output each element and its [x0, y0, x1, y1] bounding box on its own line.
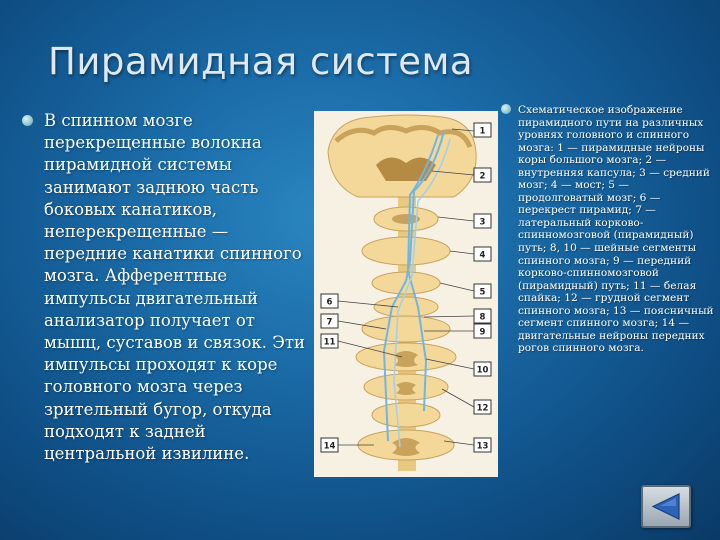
label-1	[474, 123, 491, 137]
previous-slide-icon	[647, 491, 685, 522]
svg-text:1: 1	[479, 126, 486, 137]
figure-caption: Схематическое изображение пирамидного пути на различных уровнях головного и спинного мозга: 1 — пирамидные нейроны коры большого мозга; 2 — внутренняя капсула; 3 — средний мозг; 4 — мост; 5 — продолговатый мозг; 6 — перекрест пирамид; 7 — латеральный корково-спинномозговой (пирамидный) путь; 8, 10 — шейные сегменты спинного мозга; 9 — передний корково-спинномозговой (пирамидный) путь; 11 — белая спайка; 12 — грудной сегмент спинного мозга; 13 — поясничный сегмент спинного мозга; 14 — двигательные нейроны передних рогов спинного мозга.	[518, 104, 714, 355]
label-7	[321, 314, 338, 328]
svg-text:3: 3	[479, 217, 486, 228]
svg-text:10: 10	[476, 365, 489, 376]
label-11	[321, 334, 338, 348]
svg-text:4: 4	[479, 250, 486, 261]
label-14	[321, 438, 338, 452]
svg-text:13: 13	[476, 441, 489, 452]
pyramidal-tract-svg	[314, 111, 498, 477]
svg-text:14: 14	[323, 441, 336, 452]
svg-text:9: 9	[479, 327, 486, 338]
svg-text:7: 7	[326, 317, 333, 328]
label-8	[474, 309, 491, 323]
label-13	[474, 438, 491, 452]
left-bullet-text: В спинном мозге перекрещенные волокна пирамидной системы занимают заднюю часть боковых канатиков, неперекрещенные — передние канатики спинного мозга. Афферентные импульсы двигательный анализатор получает от мышц, суставов и связок. Эти импульсы проходят к коре головного мозга через зрительный бугор, откуда подходят к задней центральной извилине.	[44, 111, 305, 464]
label-9	[474, 324, 491, 338]
label-2	[474, 168, 491, 182]
svg-text:8: 8	[479, 312, 486, 323]
svg-text:11: 11	[323, 337, 336, 348]
label-3	[474, 214, 491, 228]
label-5	[474, 284, 491, 298]
svg-text:5: 5	[479, 287, 486, 298]
slide-title: Пирамидная система	[48, 40, 474, 83]
label-6	[321, 294, 338, 308]
svg-text:12: 12	[476, 403, 489, 414]
label-4	[474, 247, 491, 261]
svg-text:2: 2	[479, 171, 486, 182]
svg-text:6: 6	[326, 297, 333, 308]
bullet-icon	[501, 104, 511, 114]
pyramidal-tract-diagram	[314, 111, 498, 477]
previous-slide-button[interactable]	[641, 485, 691, 528]
label-12	[474, 400, 491, 414]
bullet-icon	[22, 115, 33, 126]
label-10	[474, 362, 491, 376]
